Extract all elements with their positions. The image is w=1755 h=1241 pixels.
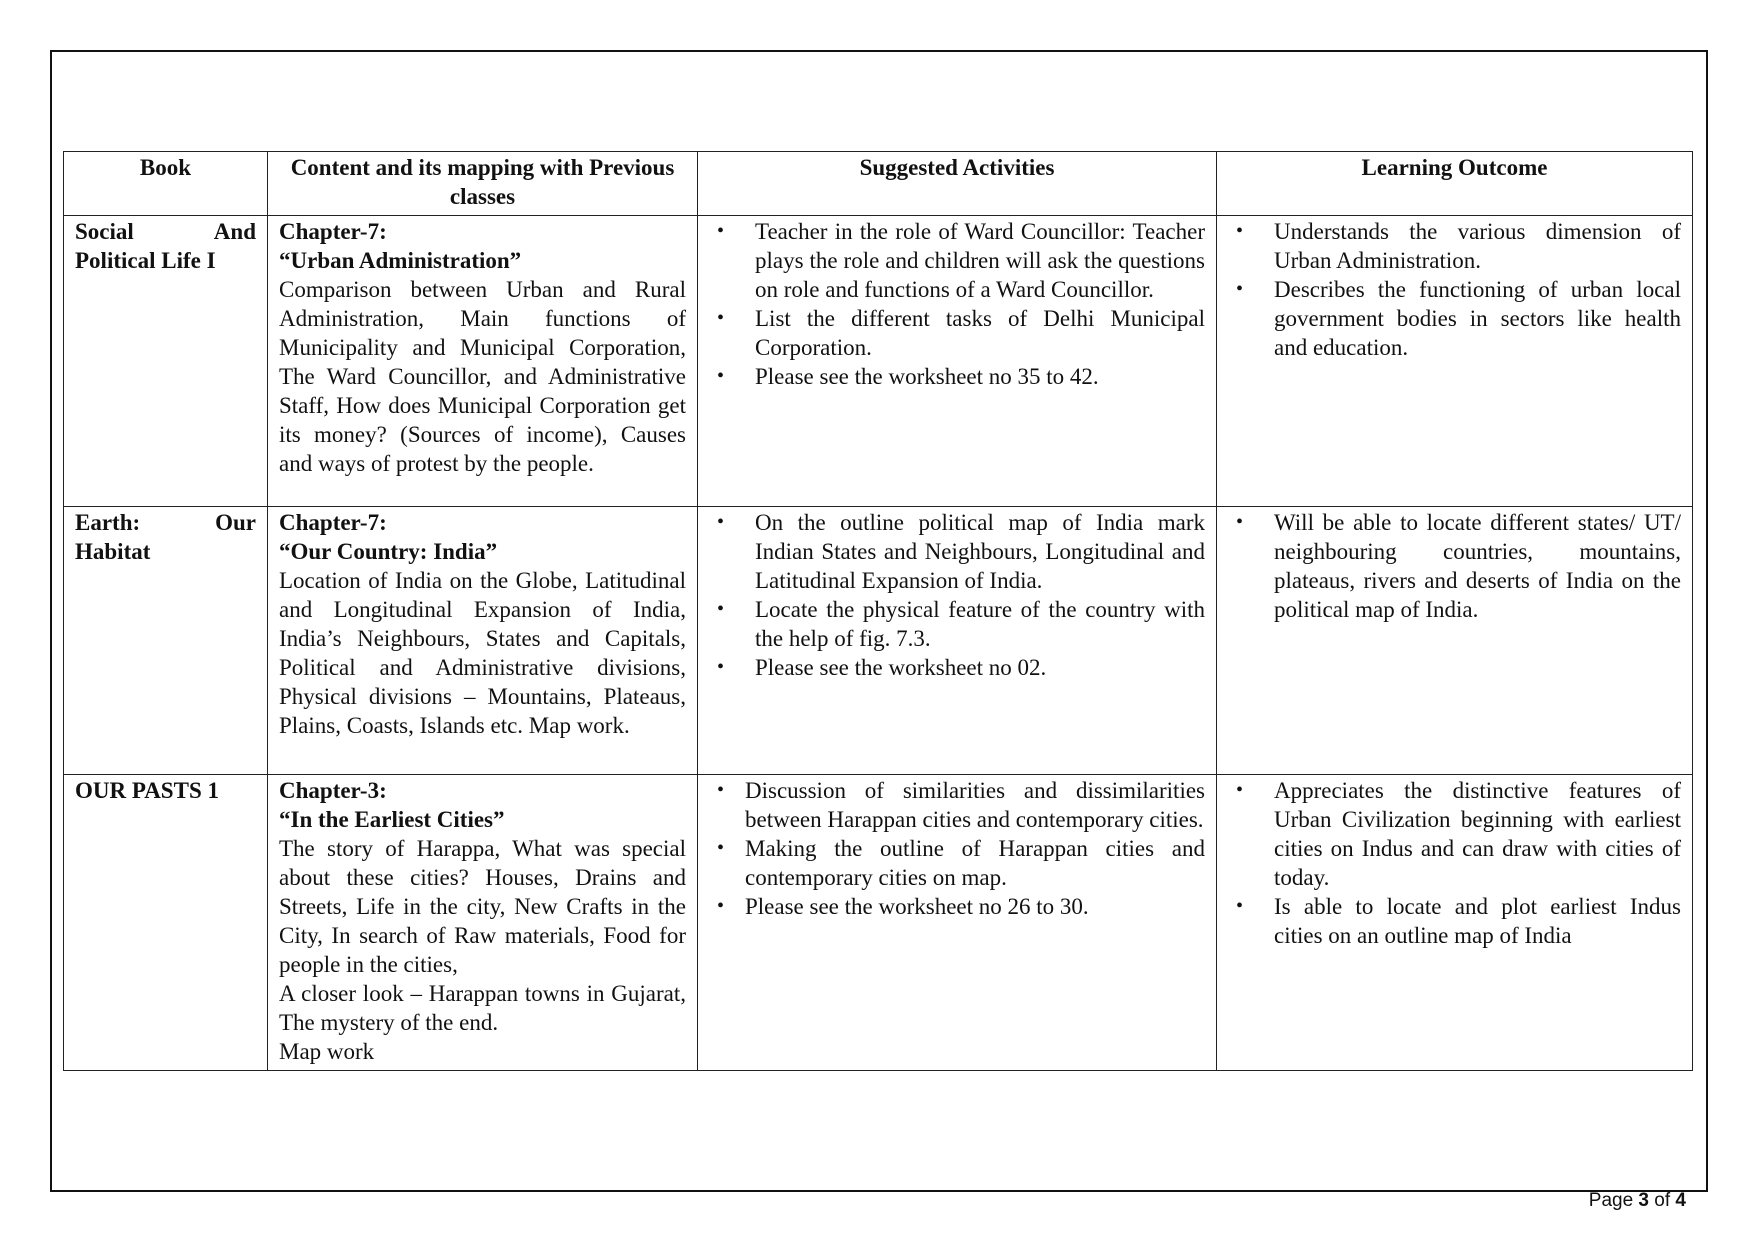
page-prefix: Page xyxy=(1588,1190,1634,1211)
chapter-number: Chapter-7: xyxy=(279,510,387,535)
list-item: • Understands the various dimension of Urban Administration. xyxy=(1228,217,1681,275)
book-cell xyxy=(64,507,268,775)
list-item: • Will be able to locate different states/ UT/ neighbouring countries, mountains, plateaus, rivers and deserts of India on the political map of India. xyxy=(1228,508,1681,624)
chapter-number: Chapter-3: xyxy=(279,778,387,803)
list-item: • Describes the functioning of urban local government bodies in sectors like health and education. xyxy=(1228,275,1681,362)
activities-cell xyxy=(698,507,1217,775)
page-number xyxy=(1589,1190,1686,1212)
chapter-number: Chapter-7: xyxy=(279,219,387,244)
book-cell xyxy=(64,775,268,1071)
outcome-cell xyxy=(1217,775,1693,1071)
list-item: • Is able to locate and plot earliest Indus cities on an outline map of India xyxy=(1228,892,1681,950)
chapter-content-map-work: Map work xyxy=(279,1039,375,1064)
list-item: • List the different tasks of Delhi Municipal Corporation. xyxy=(709,304,1205,362)
chapter-name: “Our Country: India” xyxy=(279,539,498,564)
chapter-name: “Urban Administration” xyxy=(279,248,522,273)
outcomes-list xyxy=(1228,776,1681,950)
chapter-content: Location of India on the Globe, Latitudinal and Longitudinal Expansion of India, India’s Neighbours, States and Capitals, Political and Administrative divisions, Physical divisions – Mountains, Plateaus, Plains, Coasts, Islands etc. Map work. xyxy=(279,568,686,738)
list-item: • Please see the worksheet no 02. xyxy=(709,653,1205,682)
content-cell xyxy=(268,775,698,1071)
list-item: • Please see the worksheet no 35 to 42. xyxy=(709,362,1205,391)
current-page: 3 xyxy=(1638,1190,1649,1211)
book-cell xyxy=(64,216,268,507)
outcome-cell xyxy=(1217,507,1693,775)
activities-cell xyxy=(698,775,1217,1071)
page-of: of xyxy=(1654,1190,1671,1211)
book-title: OUR PASTS 1 xyxy=(75,778,219,803)
chapter-content-extra: A closer look – Harappan towns in Gujarat, The mystery of the end. xyxy=(279,981,686,1035)
activities-cell xyxy=(698,216,1217,507)
list-item: • On the outline political map of India mark Indian States and Neighbours, Longitudinal and Latitudinal Expansion of India. xyxy=(709,508,1205,595)
content-cell xyxy=(268,507,698,775)
syllabus-table xyxy=(63,151,1693,1071)
header-outcome: Learning Outcome xyxy=(1217,152,1693,216)
header-book: Book xyxy=(64,152,268,216)
list-item: • Making the outline of Harappan cities and contemporary cities on map. xyxy=(709,834,1205,892)
book-title: Social And Political Life I xyxy=(75,219,256,273)
list-item: • Appreciates the distinctive features of Urban Civilization beginning with earliest cities on Indus and can draw with cities of today. xyxy=(1228,776,1681,892)
chapter-content: Comparison between Urban and Rural Administration, Main functions of Municipality and Municipal Corporation, The Ward Councillor, and Administrative Staff, How does Municipal Corporation get its money? (Sources of income), Causes and ways of protest by the people. xyxy=(279,277,686,476)
book-title: Earth: Our Habitat xyxy=(75,510,256,564)
table-row xyxy=(64,775,1693,1071)
header-activities: Suggested Activities xyxy=(698,152,1217,216)
list-item: • Locate the physical feature of the country with the help of fig. 7.3. xyxy=(709,595,1205,653)
header-content: Content and its mapping with Previous classes xyxy=(268,152,698,216)
outcomes-list xyxy=(1228,217,1681,362)
outcomes-list xyxy=(1228,508,1681,624)
chapter-name: “In the Earliest Cities” xyxy=(279,807,505,832)
list-item: • Discussion of similarities and dissimilarities between Harappan cities and contemporary cities. xyxy=(709,776,1205,834)
list-item: • Teacher in the role of Ward Councillor: Teacher plays the role and children will ask the questions on role and functions of a Ward Councillor. xyxy=(709,217,1205,304)
total-pages: 4 xyxy=(1675,1190,1686,1211)
list-item: • Please see the worksheet no 26 to 30. xyxy=(709,892,1205,921)
table-header-row xyxy=(64,152,1693,216)
table-row xyxy=(64,216,1693,507)
outcome-cell xyxy=(1217,216,1693,507)
content-cell xyxy=(268,216,698,507)
table-row xyxy=(64,507,1693,775)
activities-list xyxy=(709,776,1205,921)
chapter-content: The story of Harappa, What was special about these cities? Houses, Drains and Streets, Life in the city, New Crafts in the City, In search of Raw materials, Food for people in the cities, xyxy=(279,836,686,977)
activities-list xyxy=(709,508,1205,682)
activities-list xyxy=(709,217,1205,391)
